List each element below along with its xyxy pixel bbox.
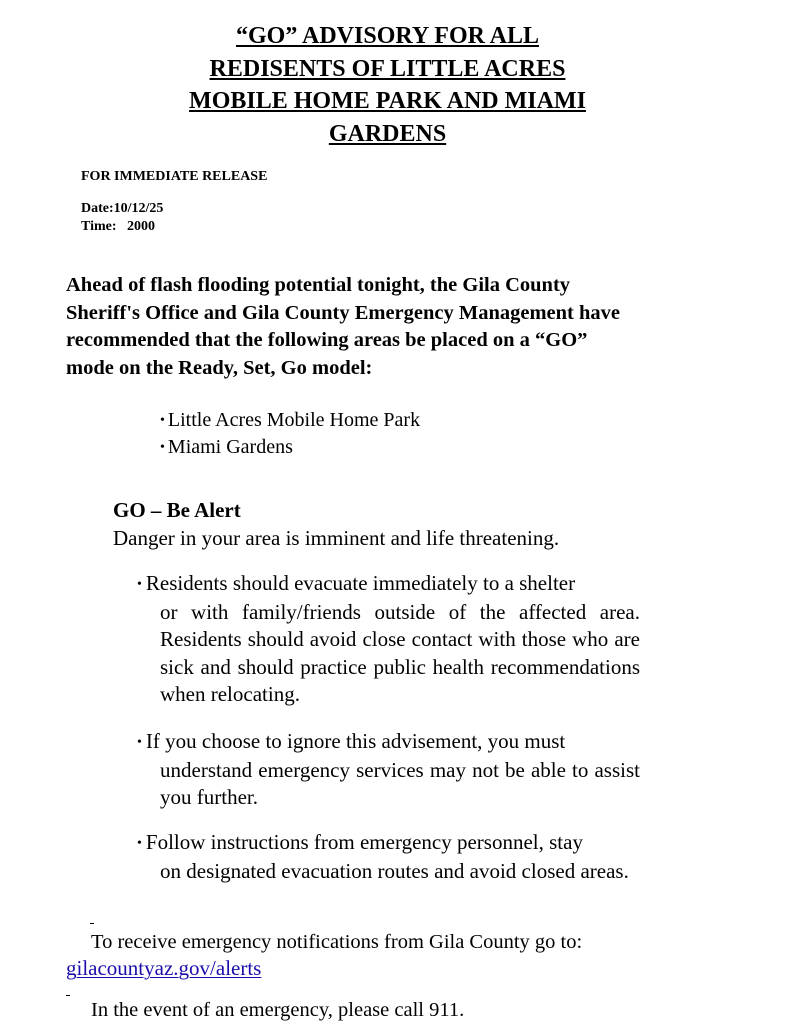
title-line: REDISENTS OF LITTLE ACRES (209, 55, 566, 82)
list-item (160, 434, 420, 461)
lead-line: mode on the Ready, Set, Go model: (66, 356, 373, 379)
instruction-continuation: or with family/friends outside of the affected area. Residents should avoid close contact with those who are sick and should practice public health recommendations when relocating. (160, 599, 640, 706)
go-description: Danger in your area is imminent and life threatening. (113, 526, 560, 550)
affected-areas-list (160, 407, 420, 461)
instruction-item (137, 570, 640, 709)
list-item (160, 407, 420, 434)
area-name: Miami Gardens (167, 436, 293, 458)
divider-mark (90, 923, 94, 924)
go-heading: GO – Be Alert (113, 498, 241, 522)
lead-line: recommended that the following areas be placed on a “GO” (66, 329, 588, 351)
release-label: FOR IMMEDIATE RELEASE (81, 169, 268, 184)
lead-line: Sheriff's Office and Gila County Emergency Management have (66, 301, 621, 324)
bullet-icon: • (137, 735, 142, 750)
release-date: Date:10/12/25 (81, 201, 164, 216)
instruction-continuation: understand emergency services may not be able to assist you further. (160, 757, 640, 809)
bullet-icon: • (137, 836, 142, 851)
lead-paragraph (66, 272, 726, 382)
title-line: “GO” ADVISORY FOR ALL (236, 23, 539, 49)
alerts-link[interactable]: gilacountyaz.gov/alerts (66, 956, 262, 980)
instruction-item (137, 728, 640, 812)
instruction-first-line: Residents should evacuate immediately to a shelter (145, 571, 576, 595)
instruction-item (137, 829, 640, 885)
notifications-text: To receive emergency notifications from Gila County go to: (91, 931, 583, 953)
instruction-first-line: Follow instructions from emergency personnel, stay (145, 830, 583, 854)
instruction-first-line: If you choose to ignore this advisement, you must (145, 729, 566, 753)
page-title (0, 20, 775, 150)
bullet-icon: • (137, 577, 142, 592)
area-name: Little Acres Mobile Home Park (167, 409, 421, 431)
title-line: MOBILE HOME PARK AND MIAMI (189, 88, 586, 114)
release-time: Time: 2000 (81, 219, 156, 234)
bullet-icon: • (160, 440, 165, 455)
emergency-text: In the event of an emergency, please call 911. (91, 999, 465, 1021)
instruction-continuation: on designated evacuation routes and avoid closed areas. (160, 858, 629, 883)
bullet-icon: • (160, 413, 165, 428)
lead-line: Ahead of flash flooding potential tonight, the Gila County (66, 274, 571, 296)
title-line: GARDENS (328, 120, 447, 147)
divider-mark (66, 995, 70, 996)
